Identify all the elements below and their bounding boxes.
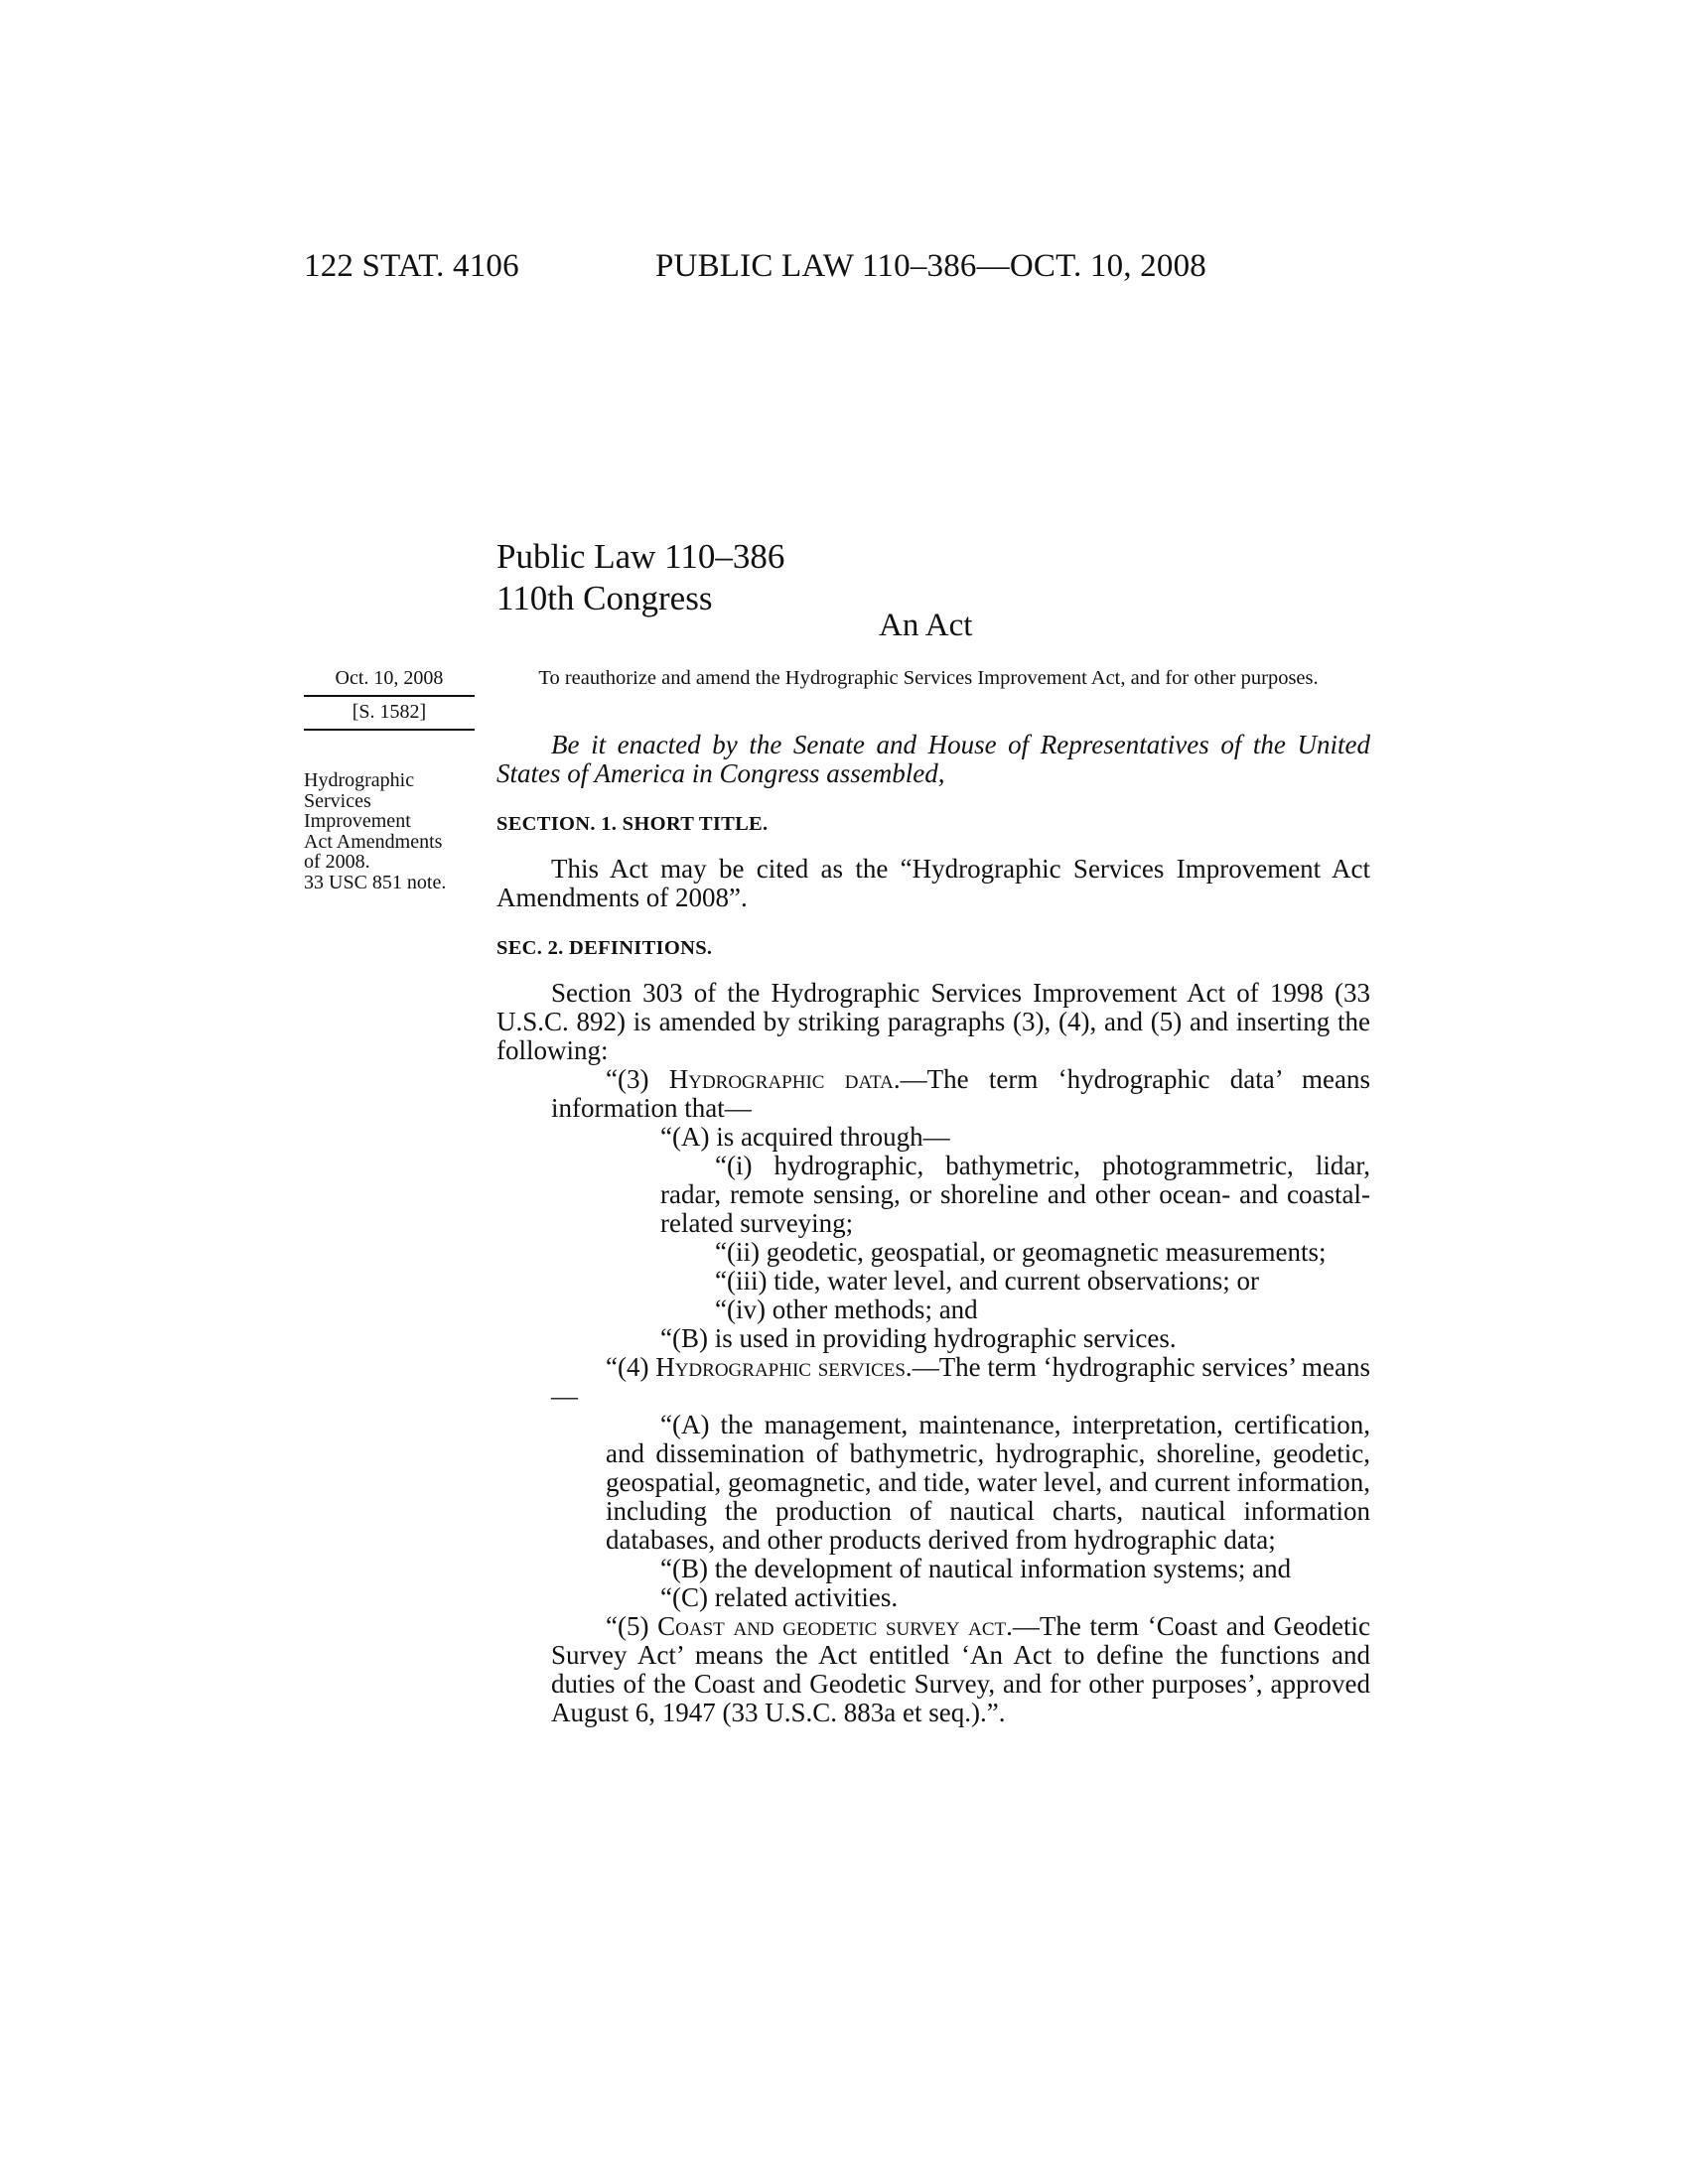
law-title-block bbox=[496, 536, 784, 619]
margin-bill-number: [S. 1582] bbox=[304, 701, 475, 731]
paragraph-5-text: —The term ‘Coast and Geodetic Survey Act’ means the Act entitled ‘An Act to define the functions and duties of the Coast and Geodetic Survey, and for other purposes’, approved August 6, 1947 (33 U.S.C. 883a et seq.).”. bbox=[551, 1611, 1370, 1727]
paragraph-3-label: “(3) Hydrographic data. bbox=[606, 1064, 901, 1094]
subparagraph-4A: “(A) the management, maintenance, interpretation, certification, and dissemination of bathymetric, hydrographic, shoreline, geodetic, geospatial, geomagnetic, and tide, water level, and current information, including the production of nautical charts, nautical information databases, and other products derived from hydrographic data; bbox=[606, 1410, 1370, 1555]
margin-note-line: Improvement bbox=[304, 810, 411, 832]
clause-3A-iii: “(iii) tide, water level, and current observations; or bbox=[715, 1266, 1260, 1296]
public-law-number: Public Law 110–386 bbox=[496, 537, 785, 576]
running-header: PUBLIC LAW 110–386—OCT. 10, 2008 bbox=[655, 248, 1206, 284]
margin-date: Oct. 10, 2008 bbox=[304, 667, 475, 697]
section-1-heading: SECTION. 1. SHORT TITLE. bbox=[496, 813, 769, 835]
margin-note-line: of 2008. bbox=[304, 851, 370, 873]
margin-note bbox=[304, 770, 502, 892]
section-1-text: This Act may be cited as the “Hydrographic Services Improvement Act Amendments of 2008”. bbox=[496, 854, 1370, 912]
margin-note-line: Services bbox=[304, 789, 371, 812]
purpose-clause: To reauthorize and amend the Hydrographic Services Improvement Act, and for other purposes. bbox=[538, 667, 1319, 689]
clause-3A-iv: “(iv) other methods; and bbox=[715, 1295, 978, 1324]
enacting-clause: Be it enacted by the Senate and House of Representatives of the United States of America in Congress assembled, bbox=[496, 730, 1370, 788]
paragraph-3-text: —The term ‘hydrographic data’ means information that— bbox=[551, 1064, 1370, 1123]
statute-citation: 122 STAT. 4106 bbox=[304, 248, 519, 284]
clause-3A-i: “(i) hydrographic, bathymetric, photogrammetric, lidar, radar, remote sensing, or shoreline and other ocean- and coastal-related surveying; bbox=[660, 1151, 1370, 1238]
section-2-heading: SEC. 2. DEFINITIONS. bbox=[496, 937, 713, 959]
paragraph-5 bbox=[496, 1612, 1370, 1727]
paragraph-3 bbox=[496, 1065, 1370, 1123]
subparagraph-4B: “(B) the development of nautical information systems; and bbox=[660, 1554, 1292, 1583]
margin-note-line: Hydrographic bbox=[304, 769, 415, 791]
section-2-intro: Section 303 of the Hydrographic Services Improvement Act of 1998 (33 U.S.C. 892) is amended by striking paragraphs (3), (4), and (5) and inserting the following: bbox=[496, 978, 1370, 1065]
margin-note-line: 33 USC 851 note. bbox=[304, 871, 447, 893]
clause-3A-ii: “(ii) geodetic, geospatial, or geomagnetic measurements; bbox=[715, 1237, 1327, 1267]
paragraph-4-label: “(4) Hydrographic services. bbox=[606, 1352, 913, 1382]
an-act-heading: An Act bbox=[879, 608, 973, 643]
body-text bbox=[496, 731, 1370, 1727]
subparagraph-3A: “(A) is acquired through— bbox=[660, 1122, 950, 1152]
subparagraph-4C: “(C) related activities. bbox=[660, 1582, 899, 1612]
subparagraph-3B: “(B) is used in providing hydrographic services. bbox=[660, 1323, 1177, 1353]
paragraph-5-label: “(5) Coast and geodetic survey act. bbox=[606, 1611, 1013, 1641]
paragraph-4-text: —The term ‘hydrographic services’ means— bbox=[551, 1352, 1371, 1411]
congress-label: 110th Congress bbox=[496, 579, 713, 617]
margin-note-line: Act Amendments bbox=[304, 830, 443, 853]
paragraph-4 bbox=[496, 1353, 1370, 1411]
